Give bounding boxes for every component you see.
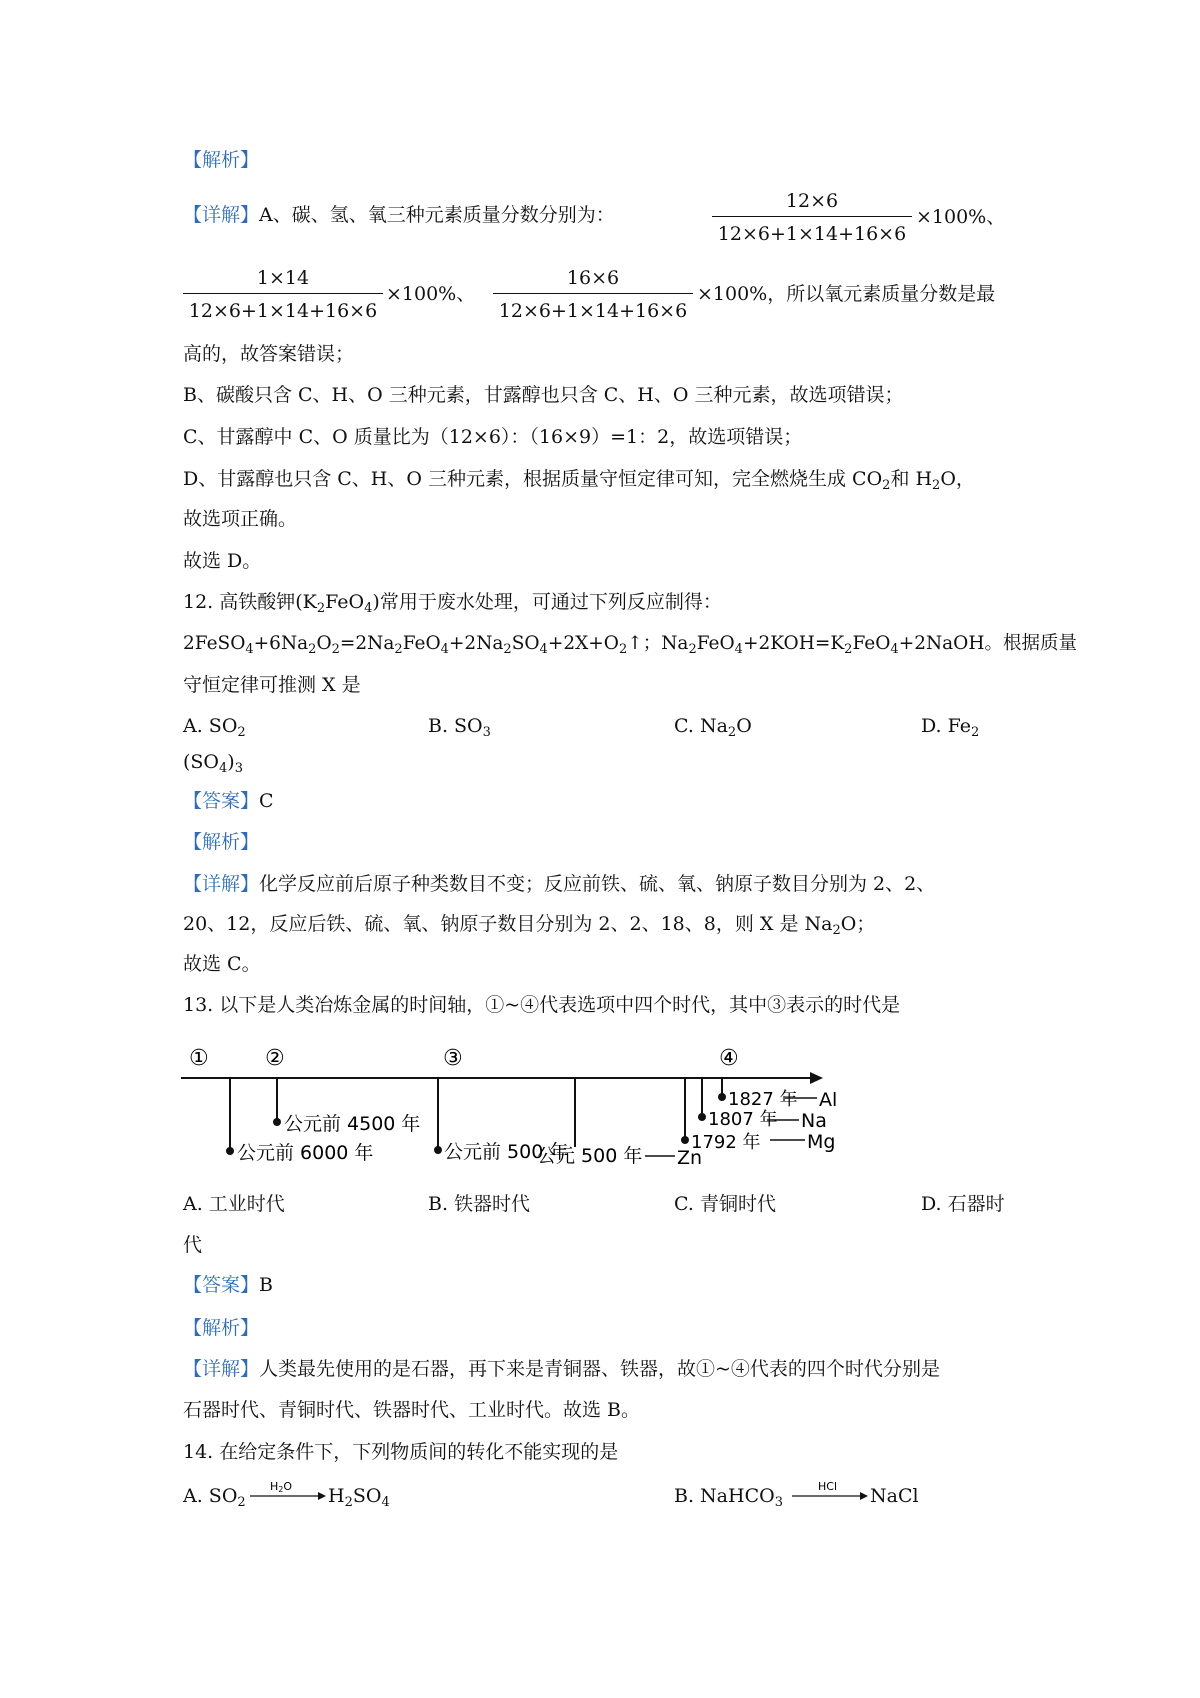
question-13-stem: 13. 以下是人类冶炼金属的时间轴，①~④代表选项中四个时代，其中③表示的时代是 bbox=[183, 994, 901, 1016]
choose-answer: 故选 D。 bbox=[183, 550, 262, 572]
option-c: C. 青铜时代 bbox=[674, 1193, 776, 1215]
percent-hydrogen: ×100%、 bbox=[386, 283, 476, 305]
option-d: D. $Fe_2$ bbox=[921, 715, 980, 740]
fraction-denominator: 12×6+1×14+16×6 bbox=[493, 293, 693, 322]
option-b: B. 铁器时代 bbox=[428, 1193, 531, 1215]
detail-line-d: D、甘露醇也只含 C、H、O 三种元素，根据质量守恒定律可知，完全燃烧生成 $CO_2$和 $H_2O$， bbox=[183, 468, 975, 493]
option-b: B. NaHCO$_3$ bbox=[674, 1485, 783, 1510]
svg-text:H2O: H2O bbox=[270, 1480, 293, 1494]
product-b: NaCl bbox=[870, 1485, 919, 1507]
marker-4: ④ bbox=[719, 1046, 739, 1071]
choose-answer: 故选 C。 bbox=[183, 953, 261, 975]
question-12-equation: $2FeSO_4+6Na_2O_2=2Na_2FeO_4+2Na_2SO_4+2X+O_2↑$；$Na_2FeO_4+2KOH=K_2FeO_4+2NaOH$。根据质量 bbox=[183, 633, 1077, 657]
fraction-denominator: 12×6+1×14+16×6 bbox=[183, 293, 383, 322]
detail-line-c: C、甘露醇中 C、O 质量比为（12×6）：（16×9）=1：2，故选项错误； bbox=[183, 426, 803, 448]
detail-a-cont: 高的，故答案错误； bbox=[183, 343, 355, 365]
label-500bc: 公元前 500 年 bbox=[444, 1141, 569, 1163]
detail-line: 【详解】化学反应前后原子种类数目不变；反应前铁、硫、氧、钠原子数目分别为 2、2、 bbox=[183, 873, 936, 895]
option-a: A. 工业时代 bbox=[183, 1193, 285, 1215]
label-1792: 1792 年 bbox=[691, 1132, 761, 1153]
label-1807: 1807 年 bbox=[708, 1109, 778, 1130]
fraction-numerator: 12×6 bbox=[785, 190, 839, 212]
detail-line: 【详解】人类最先使用的是石器，再下来是青铜器、铁器，故①~④代表的四个时代分别是 bbox=[183, 1358, 940, 1380]
question-12-stem: 12. 高铁酸钾$(K_2FeO_4)$常用于废水处理，可通过下列反应制得： bbox=[183, 591, 722, 616]
detail-line-a bbox=[183, 203, 615, 227]
fraction-oxygen bbox=[493, 267, 693, 322]
label-4500bc: 公元前 4500 年 bbox=[284, 1113, 421, 1135]
detail-a-prefix: A、碳、氢、氧三种元素质量分数分别为： bbox=[259, 204, 615, 226]
analysis-tag: 【解析】 bbox=[183, 149, 260, 171]
question-14-stem: 14. 在给定条件下，下列物质间的转化不能实现的是 bbox=[183, 1441, 619, 1463]
fraction-numerator: 1×14 bbox=[256, 267, 310, 289]
detail-d-cont: 故选项正确。 bbox=[183, 508, 298, 530]
answer-line: 【答案】B bbox=[183, 1274, 273, 1296]
fraction-numerator: 16×6 bbox=[566, 267, 620, 289]
detail-tag: 【详解】 bbox=[183, 204, 260, 226]
label-1827: 1827 年 bbox=[728, 1089, 798, 1110]
option-d: D. 石器时 bbox=[921, 1193, 1005, 1215]
metal-timeline-diagram bbox=[175, 1040, 875, 1170]
detail-a-suffix: ×100%，所以氧元素质量分数是最 bbox=[697, 283, 996, 305]
option-b: B. $SO_3$ bbox=[428, 715, 491, 740]
fraction-carbon bbox=[712, 190, 912, 245]
product-a: $H_2SO_4$ bbox=[328, 1485, 390, 1510]
detail-line: 石器时代、青铜时代、铁器时代、工业时代。故选 B。 bbox=[183, 1399, 641, 1421]
fraction-hydrogen bbox=[183, 267, 383, 322]
detail-line-b: B、碳酸只含 C、H、O 三种元素，甘露醇也只含 C、H、O 三种元素，故选项错误； bbox=[183, 384, 904, 406]
marker-1: ① bbox=[189, 1046, 209, 1071]
option-d-cont: 代 bbox=[183, 1234, 203, 1256]
option-a: A. $SO_2$ bbox=[183, 715, 246, 740]
element-al: Al bbox=[819, 1089, 838, 1111]
question-12-stem-cont: 守恒定律可推测 X 是 bbox=[183, 674, 361, 696]
element-mg: Mg bbox=[807, 1131, 836, 1153]
timeline-arrow bbox=[810, 1072, 823, 1084]
label-6000bc: 公元前 6000 年 bbox=[237, 1142, 374, 1164]
marker-2: ② bbox=[265, 1046, 285, 1071]
option-a: A. $SO_2$ bbox=[183, 1485, 246, 1510]
element-zn: Zn bbox=[677, 1147, 703, 1169]
reaction-arrow-a bbox=[248, 1478, 328, 1508]
label-500ad: 公元 500 年 bbox=[537, 1145, 643, 1167]
percent-carbon: ×100%、 bbox=[916, 206, 1006, 228]
option-d-cont: $(SO_4)_3$ bbox=[183, 751, 243, 776]
element-na: Na bbox=[801, 1110, 827, 1132]
marker-3: ③ bbox=[443, 1046, 463, 1071]
reaction-arrow-b bbox=[790, 1478, 870, 1508]
analysis-tag: 【解析】 bbox=[183, 1317, 260, 1339]
detail-line: 20、12，反应后铁、硫、氧、钠原子数目分别为 2、2、18、8，则 X 是 $Na_2O$； bbox=[183, 913, 876, 938]
answer-line: 【答案】C bbox=[183, 790, 274, 812]
fraction-denominator: 12×6+1×14+16×6 bbox=[712, 216, 912, 245]
analysis-tag: 【解析】 bbox=[183, 831, 260, 853]
option-c: C. $Na_2O$ bbox=[674, 715, 752, 740]
svg-text:HCl: HCl bbox=[818, 1480, 838, 1493]
